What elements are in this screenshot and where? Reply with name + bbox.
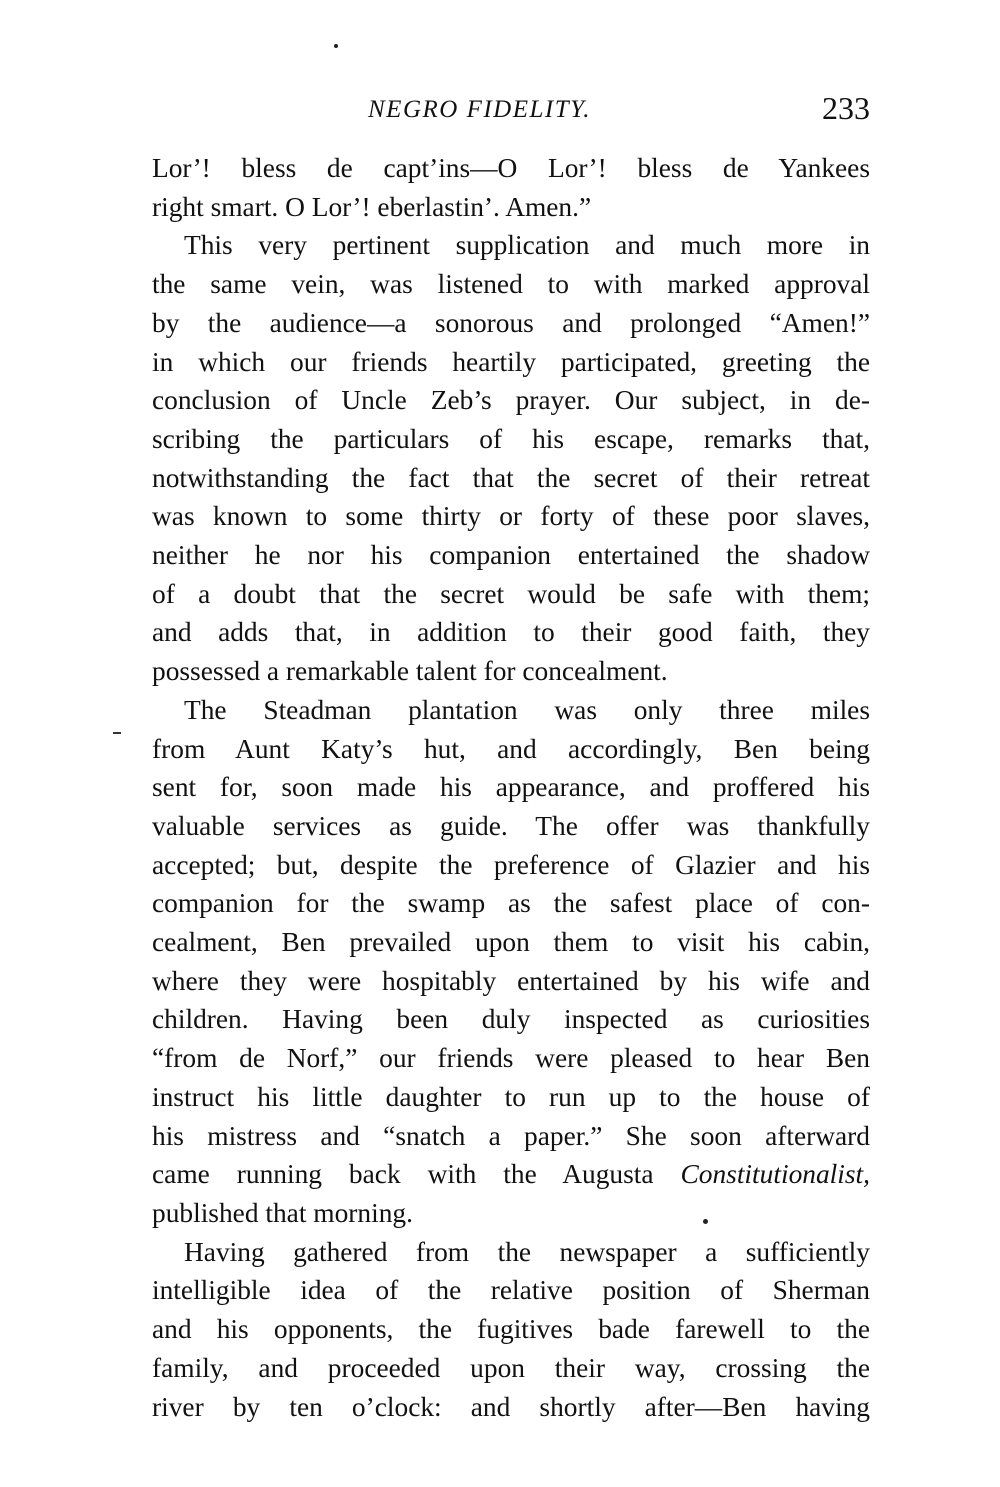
text-line: from Aunt Katy’s hut, and accordingly, Ben being [152,733,870,764]
text-line: river by ten o’clock: and shortly after—Ben having [152,1391,870,1422]
text-line: This very pertinent supplication and much more in [184,230,870,261]
text-line: and his opponents, the fugitives bade farewell to the [152,1314,870,1345]
text-line [152,1155,870,1194]
page-number: 233 [822,90,870,126]
text-line: neither he nor his companion entertained the shadow [152,540,870,571]
body-text [152,149,870,1426]
text-line: published that morning. [152,1197,413,1228]
text-line: by the audience—a sonorous and prolonged “Amen!” [152,307,870,338]
text-line: accepted; but, despite the preference of Glazier and his [152,849,870,880]
text-segment: came running back with the Augusta [152,1159,654,1190]
text-line: cealment, Ben prevailed upon them to visit his cabin, [152,927,870,958]
italic-newspaper-title: Constitutionalist, [680,1159,870,1190]
text-line: where they were hospitably entertained by his wife and [152,965,870,996]
text-line: “from de Norf,” our friends were pleased to hear Ben [152,1043,870,1074]
text-line: children. Having been duly inspected as curiosities [152,1004,870,1035]
text-line: possessed a remarkable talent for concealment. [152,656,668,687]
running-title: NEGRO FIDELITY. [368,96,591,123]
text-line: valuable services as guide. The offer was thankfully [152,810,870,841]
margin-mark [113,732,121,734]
text-line: of a doubt that the secret would be safe with them; [152,578,870,609]
text-line: sent for, soon made his appearance, and proffered his [152,772,870,803]
text-line: instruct his little daughter to run up to the house of [152,1081,870,1112]
text-line: The Steadman plantation was only three miles [184,694,870,725]
text-line: right smart. O Lor’! eberlastin’. Amen.” [152,191,592,222]
text-line: Having gathered from the newspaper a sufficiently [184,1236,870,1267]
text-line: Lor’! bless de capt’ins—O Lor’! bless de Yankees [152,153,870,183]
ink-speck [334,44,338,48]
text-line: was known to some thirty or forty of these poor slaves, [152,501,870,532]
text-line: family, and proceeded upon their way, crossing the [152,1352,870,1383]
text-line: intelligible idea of the relative position of Sherman [152,1275,870,1306]
text-line: scribing the particulars of his escape, remarks that, [152,423,870,454]
text-line: in which our friends heartily participated, greeting the [152,346,870,377]
text-line: notwithstanding the fact that the secret of their retreat [152,462,870,493]
text-line: companion for the swamp as the safest place of con- [152,888,870,919]
text-line: the same vein, was listened to with marked approval [152,269,870,300]
running-head [152,90,870,132]
text-line: his mistress and “snatch a paper.” She soon afterward [152,1120,870,1151]
text-line: and adds that, in addition to their good faith, they [152,617,870,648]
text-line: conclusion of Uncle Zeb’s prayer. Our subject, in de- [152,385,870,416]
